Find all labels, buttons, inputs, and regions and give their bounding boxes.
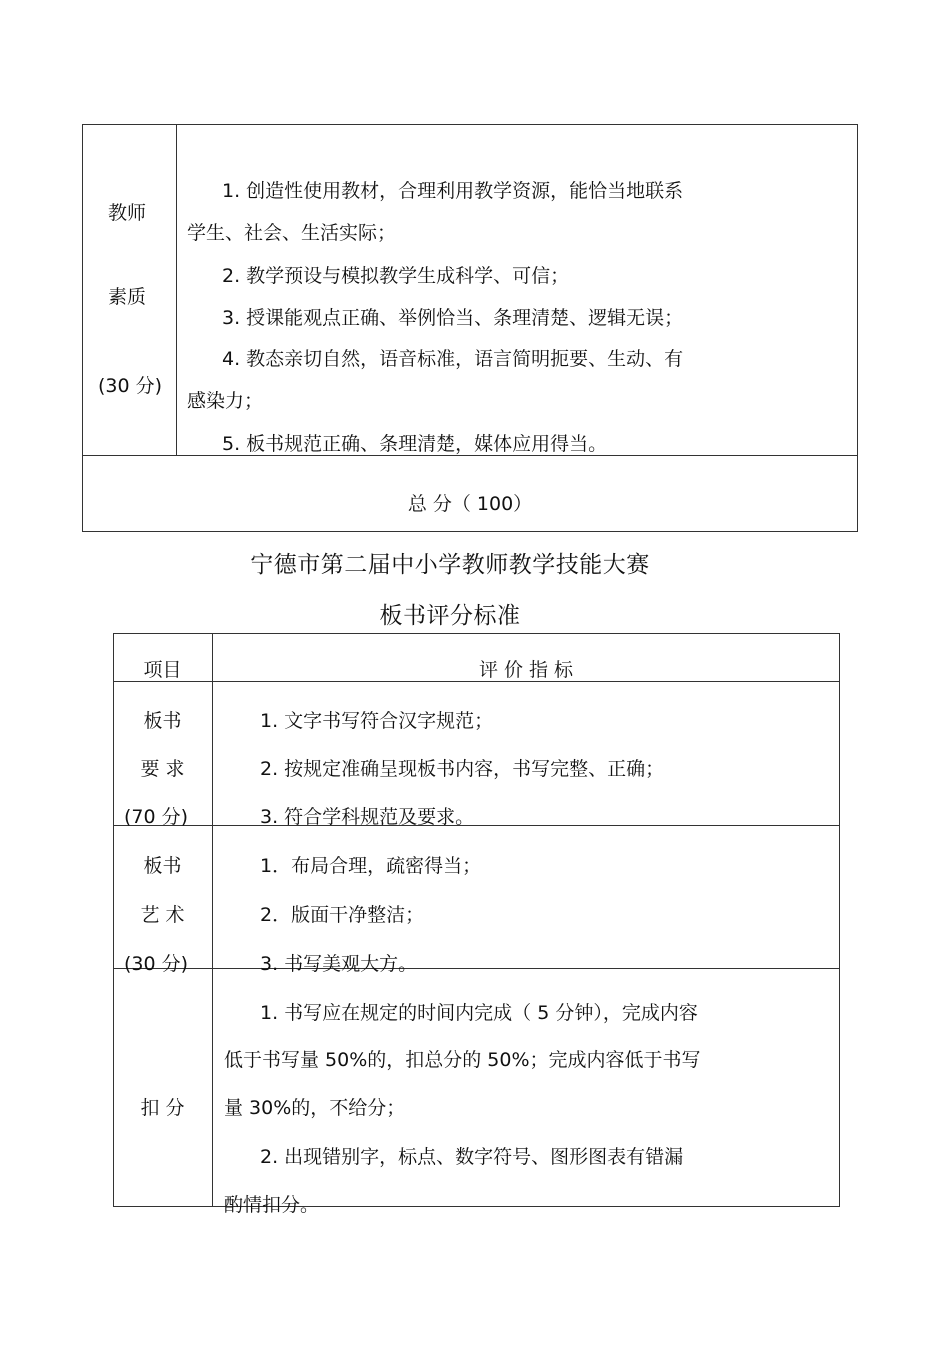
criterion-4-line1: 4. 教态亲切自然，语音标准，语言简明扼要、生动、有 xyxy=(222,348,684,370)
criterion-1-line2: 学生、社会、生活实际； xyxy=(187,222,397,244)
row3-item-1-line2: 低于书写量 50%的，扣总分的 50%；完成内容低于书写 xyxy=(224,1049,701,1071)
row2-category-line1: 板书 xyxy=(143,855,182,877)
category-score: (30 分) xyxy=(98,375,163,397)
row1-item-3: 3. 符合学科规范及要求。 xyxy=(260,806,475,828)
header-criteria: 评 价 指 标 xyxy=(478,659,574,681)
row2-category-score: (30 分) xyxy=(124,953,189,975)
row1-category-line1: 板书 xyxy=(143,710,182,732)
row2-category-line2: 艺 术 xyxy=(140,904,185,926)
document-subtitle: 板书评分标准 xyxy=(379,603,521,629)
row2-item-3: 3. 书写美观大方。 xyxy=(260,953,418,975)
table1-column-divider xyxy=(176,124,177,456)
row1-category-line2: 要 求 xyxy=(140,758,185,780)
criterion-2: 2. 教学预设与模拟教学生成科学、可信； xyxy=(222,265,570,287)
row2-item-2: 2．版面干净整洁； xyxy=(260,904,425,926)
row1-item-1: 1. 文字书写符合汉字规范； xyxy=(260,710,494,732)
category-label-line2: 素质 xyxy=(108,286,147,308)
row2-item-1: 1．布局合理，疏密得当； xyxy=(260,855,482,877)
row3-category: 扣 分 xyxy=(140,1097,185,1119)
table2-row2-divider xyxy=(113,968,840,969)
row1-category-score: (70 分) xyxy=(124,806,189,828)
criterion-5: 5. 板书规范正确、条理清楚，媒体应用得当。 xyxy=(222,433,608,455)
table2-row1-divider xyxy=(113,825,840,826)
row1-item-2: 2. 按规定准确呈现板书内容，书写完整、正确； xyxy=(260,758,665,780)
row3-item-2-line1: 2. 出现错别字，标点、数字符号、图形图表有错漏 xyxy=(260,1146,684,1168)
row3-item-1-line3: 量 30%的，不给分； xyxy=(224,1097,406,1119)
header-project: 项目 xyxy=(143,659,182,681)
category-label-line1: 教师 xyxy=(108,202,147,224)
criterion-1-line1: 1. 创造性使用教材，合理利用教学资源，能恰当地联系 xyxy=(222,180,684,202)
total-score: 总 分（ 100） xyxy=(407,493,533,515)
row3-item-2-line2: 酌情扣分。 xyxy=(224,1194,320,1216)
table2-column-divider xyxy=(212,633,213,1207)
criterion-4-line2: 感染力； xyxy=(187,390,264,412)
criterion-3: 3. 授课能观点正确、举例恰当、条理清楚、逻辑无误； xyxy=(222,307,684,329)
row3-item-1-line1: 1. 书写应在规定的时间内完成（ 5 分钟），完成内容 xyxy=(260,1002,698,1024)
document-title: 宁德市第二届中小学教师教学技能大赛 xyxy=(250,552,650,578)
